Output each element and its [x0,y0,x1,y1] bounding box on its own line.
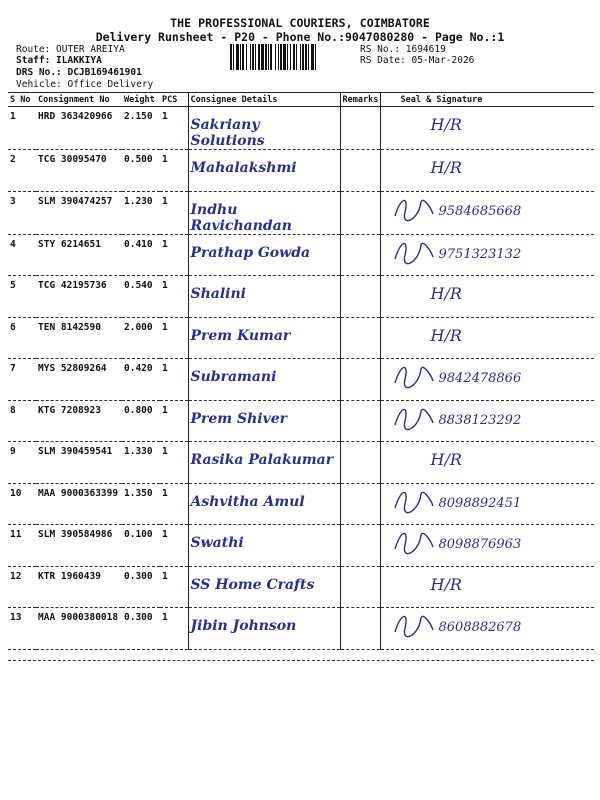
handwritten-hr: H/R [430,158,462,177]
cell-consignee-text: Swathi [190,535,244,551]
col-consignment: Consignment No [36,93,122,107]
cell-consignee-text: Mahalakshmi [190,160,297,176]
cell-sno [8,608,36,650]
table-row [8,359,594,401]
cell-consignment-no-text: KTR 1960439 [38,570,101,582]
table-row [8,150,594,192]
cell-consignee [188,525,340,567]
table-row [8,400,594,442]
cell-consignment-no [36,566,122,608]
cell-consignee-text: Indhu Ravichandan [190,201,292,234]
cell-remarks [340,317,380,359]
cell-pcs-text: 1 [162,446,168,457]
cell-weight [122,191,160,234]
handwritten-hr: H/R [430,325,462,345]
cell-pcs-text: 1 [162,321,168,333]
cell-pcs [160,317,188,359]
cell-pcs-text: 1 [162,529,168,540]
runsheet-table [8,92,594,650]
table-header-row [8,93,594,107]
cell-seal-signature [380,566,594,608]
cell-consignee [188,317,340,359]
cell-consignee [188,234,340,276]
col-pcs: PCS [160,93,188,107]
cell-remarks [340,276,380,318]
cell-weight-text: 0.410 [124,238,153,250]
cell-consignee [188,107,340,150]
cell-seal-signature [380,442,594,484]
cell-pcs [160,400,188,442]
cell-seal-signature [380,317,594,359]
cell-weight-text: 0.800 [124,404,153,416]
cell-weight [122,107,160,150]
cell-consignment-no-text: KTG 7208923 [38,404,101,416]
cell-weight-text: 0.420 [124,363,153,374]
barcode-image [230,44,356,70]
cell-pcs [160,608,188,650]
cell-consignee [188,359,340,401]
cell-remarks [340,191,380,234]
cell-seal-signature [380,359,594,401]
cell-remarks [340,566,380,608]
cell-remarks [340,150,380,192]
cell-weight [122,566,160,608]
cell-weight [122,317,160,359]
handwritten-phone: 9751323132 [438,246,522,262]
signature-scribble [391,486,435,516]
cell-consignment-no-text: MYS 52809264 [38,363,107,374]
signature-scribble [391,361,435,391]
cell-weight-text: 0.100 [124,529,153,540]
cell-consignment-no-text: HRD 363420966 [38,111,113,122]
cell-sno [8,317,36,359]
cell-seal-signature [380,234,594,276]
cell-consignee-text: Prem Shiver [190,410,288,427]
cell-pcs-text: 1 [162,363,168,374]
table-row [8,566,594,608]
cell-consignment-no [36,442,122,484]
cell-seal-signature [380,525,594,567]
handwritten-hr: H/R [430,450,462,469]
cell-sno-text: 2 [10,154,16,165]
cell-consignee-text: Prem Kumar [190,327,291,344]
cell-consignee [188,276,340,318]
cell-consignment-no-text: MAA 9000363399 [38,487,119,499]
cell-seal-signature [380,191,594,234]
cell-consignment-no-text: STY 6214651 [38,238,101,250]
signature-scribble [391,403,435,433]
cell-weight-text: 2.000 [124,321,153,333]
cell-consignment-no [36,400,122,442]
cell-pcs [160,150,188,192]
cell-sno-text: 7 [10,363,16,374]
cell-weight-text: 0.500 [124,154,153,165]
cell-consignee-text: Prathap Gowda [190,244,311,261]
cell-sno [8,234,36,276]
cell-consignee-text: Shalini [190,286,246,302]
cell-pcs-text: 1 [162,238,168,250]
cell-weight [122,276,160,318]
cell-weight-text: 0.300 [124,612,153,623]
cell-pcs [160,191,188,234]
handwritten-phone: 9842478866 [438,371,522,386]
cell-remarks [340,608,380,650]
cell-pcs [160,525,188,567]
cell-remarks [340,359,380,401]
handwritten-hr: H/R [430,284,462,303]
cell-sno-text: 9 [10,446,16,457]
rs-number: RS No.: 1694619 [360,44,446,55]
cell-weight-text: 1.330 [124,446,153,457]
handwritten-phone: 8608882678 [438,620,522,635]
cell-weight [122,483,160,525]
cell-sno [8,191,36,234]
cell-pcs-text: 1 [162,487,168,499]
table-row [8,442,594,484]
cell-consignee-text: Ashvitha Amul [190,493,305,510]
table-row [8,525,594,567]
cell-sno-text: 13 [10,612,22,623]
cell-pcs [160,483,188,525]
cell-pcs-text: 1 [162,280,168,291]
cell-sno [8,400,36,442]
cell-weight [122,608,160,650]
cell-consignment-no [36,317,122,359]
cell-pcs [160,442,188,484]
cell-weight-text: 0.540 [124,280,153,291]
table-row [8,483,594,525]
cell-pcs [160,107,188,150]
cell-weight [122,359,160,401]
cell-sno [8,483,36,525]
handwritten-phone: 9584685668 [438,203,522,219]
cell-consignee-text: Subramani [190,369,277,385]
cell-consignment-no [36,191,122,234]
cell-sno [8,359,36,401]
cell-pcs [160,234,188,276]
cell-sno-text: 8 [10,404,16,416]
handwritten-hr: H/R [430,574,462,594]
handwritten-phone: 8098876963 [438,537,522,552]
cell-consignee-text: Jibin Johnson [190,618,297,634]
cell-weight-text: 2.150 [124,111,153,122]
col-consignee: Consignee Details [188,93,340,107]
cell-sno [8,525,36,567]
cell-consignment-no [36,107,122,150]
cell-consignee-text: Rasika Palakumar [190,452,334,468]
cell-pcs-text: 1 [162,111,168,122]
cell-pcs [160,566,188,608]
handwritten-phone: 8838123292 [438,412,522,428]
signature-scribble [391,527,435,557]
cell-seal-signature [380,608,594,650]
cell-seal-signature [380,400,594,442]
cell-sno-text: 5 [10,280,16,291]
cell-sno [8,276,36,318]
cell-consignment-no [36,608,122,650]
cell-sno-text: 10 [10,487,22,499]
cell-sno-text: 11 [10,529,22,540]
cell-remarks [340,442,380,484]
cell-consignment-no [36,234,122,276]
cell-consignee [188,150,340,192]
table-bottom-rule [8,660,594,661]
cell-pcs [160,276,188,318]
cell-consignee [188,400,340,442]
table-row [8,234,594,276]
cell-sno [8,150,36,192]
cell-sno [8,442,36,484]
col-sno: S No [8,93,36,107]
cell-consignment-no [36,150,122,192]
cell-consignment-no-text: TEN 8142590 [38,321,101,333]
table-row [8,107,594,150]
table-row [8,317,594,359]
cell-sno-text: 3 [10,195,16,207]
cell-consignee [188,483,340,525]
cell-weight-text: 1.350 [124,487,153,499]
cell-pcs-text: 1 [162,570,168,582]
cell-sno [8,107,36,150]
runsheet-subtitle: Delivery Runsheet - P20 - Phone No.:9047080280 - Page No.:1 [95,30,505,44]
cell-weight [122,400,160,442]
cell-weight-text: 0.300 [124,570,153,582]
table-row [8,608,594,650]
cell-weight [122,525,160,567]
cell-pcs [160,359,188,401]
cell-consignee [188,442,340,484]
cell-sno [8,566,36,608]
cell-pcs-text: 1 [162,195,168,207]
cell-seal-signature [380,107,594,150]
cell-pcs-text: 1 [162,154,168,165]
cell-seal-signature [380,483,594,525]
cell-consignee-text: SS Home Crafts [190,576,315,593]
cell-remarks [340,525,380,567]
cell-consignment-no-text: TCG 42195736 [38,280,107,291]
cell-consignee [188,608,340,650]
cell-sno-text: 6 [10,321,16,333]
signature-scribble [391,610,435,640]
cell-consignment-no-text: SLM 390584986 [38,529,113,540]
cell-consignment-no [36,525,122,567]
table-row [8,191,594,234]
handwritten-hr: H/R [430,115,462,134]
cell-remarks [340,234,380,276]
cell-consignment-no [36,359,122,401]
cell-remarks [340,400,380,442]
cell-remarks [340,483,380,525]
rs-date: RS Date: 05-Mar-2026 [360,55,475,66]
signature-scribble [391,237,435,267]
cell-consignment-no-text: SLM 390474257 [38,195,113,207]
cell-consignment-no [36,276,122,318]
cell-consignee-text: Sakriany Solutions [190,117,265,149]
cell-weight [122,234,160,276]
cell-consignment-no-text: SLM 390459541 [38,446,113,457]
cell-seal-signature [380,150,594,192]
cell-consignment-no [36,483,122,525]
cell-consignment-no-text: MAA 9000380018 [38,612,119,623]
cell-pcs-text: 1 [162,612,168,623]
company-title: THE PROFESSIONAL COURIERS, COIMBATORE [170,16,430,30]
staff-label: Staff: ILAKKIYA [16,55,102,66]
cell-pcs-text: 1 [162,404,168,416]
cell-sno-text: 1 [10,111,16,122]
cell-weight-text: 1.230 [124,195,153,207]
cell-sno-text: 12 [10,570,22,582]
cell-consignee [188,191,340,234]
vehicle-label: Vehicle: Office Delivery [16,79,154,90]
route-label: Route: OUTER AREIYA [16,44,125,55]
table-row [8,276,594,318]
cell-weight [122,442,160,484]
col-weight: Weight [122,93,160,107]
cell-consignee [188,566,340,608]
cell-sno-text: 4 [10,238,16,250]
cell-seal-signature [380,276,594,318]
col-remarks: Remarks [340,93,380,107]
drs-number: DRS No.: DCJB169461901 [16,67,142,78]
signature-scribble [391,194,435,224]
cell-remarks [340,107,380,150]
cell-consignment-no-text: TCG 30095470 [38,154,107,165]
col-seal-signature: Seal & Signature [380,93,594,107]
handwritten-phone: 8098892451 [438,495,522,511]
cell-weight [122,150,160,192]
